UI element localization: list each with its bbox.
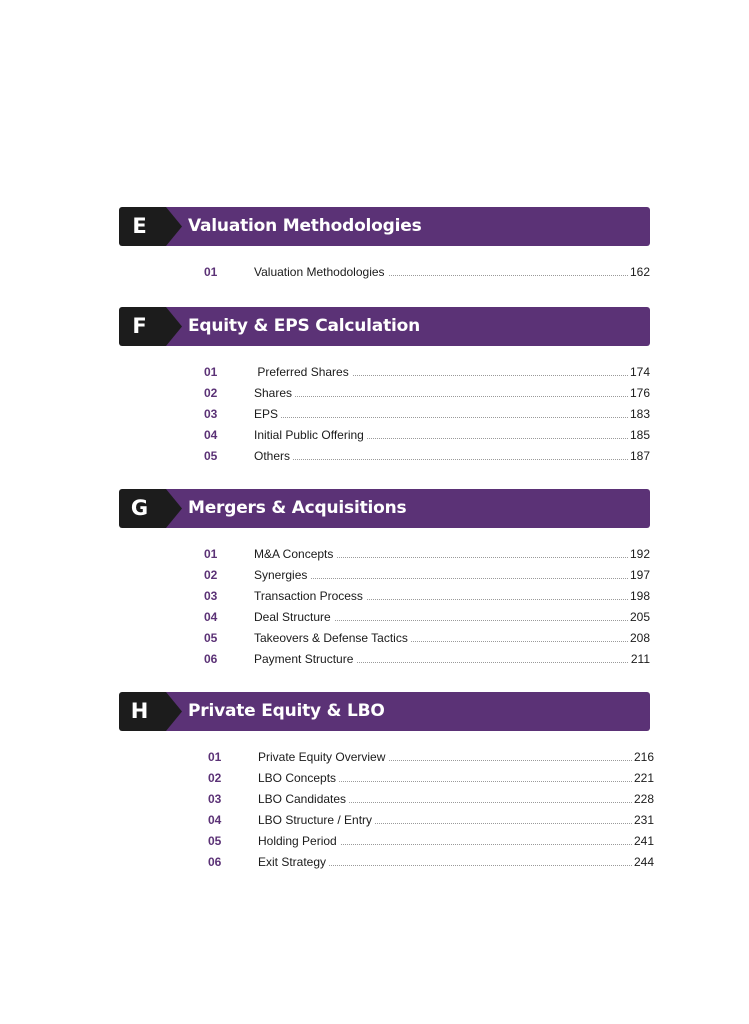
entry-number: 01 <box>204 365 218 379</box>
toc-entry[interactable] <box>204 427 650 443</box>
chevron-right-icon <box>158 307 182 346</box>
entry-number: 06 <box>208 855 222 869</box>
entry-page: 185 <box>629 428 650 442</box>
toc-entry[interactable] <box>208 749 654 765</box>
entry-label: Payment Structure <box>254 651 356 667</box>
entry-page: 187 <box>629 449 650 463</box>
entry-number: 03 <box>204 407 218 421</box>
dot-leader <box>254 417 650 418</box>
section-title: Mergers & Acquisitions <box>188 498 407 518</box>
entry-number: 02 <box>208 771 222 785</box>
entry-label: Others <box>254 448 293 464</box>
section-title: Valuation Methodologies <box>188 216 422 236</box>
section-title: Equity & EPS Calculation <box>188 316 421 336</box>
dot-leader <box>254 578 650 579</box>
entry-label: Transaction Process <box>254 588 366 604</box>
toc-entry[interactable] <box>204 588 650 604</box>
entry-label: Synergies <box>254 567 310 583</box>
entry-number: 01 <box>208 750 222 764</box>
toc-entry[interactable] <box>208 812 654 828</box>
entry-label: Valuation Methodologies <box>254 264 388 280</box>
toc-entry[interactable] <box>204 546 650 562</box>
entry-page: 198 <box>629 589 650 603</box>
section-letter: F <box>119 307 160 346</box>
entry-number: 04 <box>204 428 218 442</box>
chevron-right-icon <box>158 207 182 246</box>
chevron-right-icon <box>158 692 182 731</box>
entry-page: 192 <box>629 547 650 561</box>
entry-number: 05 <box>204 449 218 463</box>
entry-number: 01 <box>204 547 218 561</box>
entry-number: 03 <box>208 792 222 806</box>
entry-label: LBO Concepts <box>258 770 339 786</box>
entry-label: Exit Strategy <box>258 854 329 870</box>
toc-entry[interactable] <box>204 448 650 464</box>
toc-entry[interactable] <box>204 651 650 667</box>
section-letter: E <box>119 207 160 246</box>
toc-entry[interactable] <box>204 364 650 380</box>
section-banner <box>119 489 650 528</box>
toc-entry[interactable] <box>204 567 650 583</box>
entry-page: 197 <box>629 568 650 582</box>
toc-entry[interactable] <box>204 609 650 625</box>
entry-page: 208 <box>629 631 650 645</box>
entry-page: 228 <box>633 792 654 806</box>
entry-label: LBO Structure / Entry <box>258 812 375 828</box>
toc-entry[interactable] <box>204 406 650 422</box>
entry-page: 211 <box>630 652 650 666</box>
chevron-right-icon <box>158 489 182 528</box>
entry-page: 205 <box>629 610 650 624</box>
entry-page: 183 <box>629 407 650 421</box>
entry-page: 221 <box>633 771 654 785</box>
entry-label: Holding Period <box>258 833 340 849</box>
entry-page: 244 <box>633 855 654 869</box>
entry-number: 02 <box>204 568 218 582</box>
section-banner <box>119 692 650 731</box>
entry-label: Shares <box>254 385 295 401</box>
entry-label: EPS <box>254 406 281 422</box>
entry-page: 241 <box>633 834 654 848</box>
entry-label: Private Equity Overview <box>258 749 388 765</box>
entry-number: 04 <box>204 610 218 624</box>
entry-label: Takeovers & Defense Tactics <box>254 630 411 646</box>
entry-label: Initial Public Offering <box>254 427 367 443</box>
entry-number: 01 <box>204 265 218 279</box>
entry-page: 231 <box>633 813 654 827</box>
entry-page: 174 <box>629 365 650 379</box>
entry-label: Preferred Shares <box>254 364 352 380</box>
entry-number: 02 <box>204 386 218 400</box>
entry-page: 176 <box>629 386 650 400</box>
section-banner <box>119 307 650 346</box>
entry-number: 06 <box>204 652 218 666</box>
section-title: Private Equity & LBO <box>188 701 385 721</box>
entry-label: Deal Structure <box>254 609 334 625</box>
entry-number: 05 <box>204 631 218 645</box>
entry-page: 162 <box>629 265 650 279</box>
entry-number: 04 <box>208 813 222 827</box>
entry-label: LBO Candidates <box>258 791 349 807</box>
entry-label: M&A Concepts <box>254 546 336 562</box>
section-letter: H <box>119 692 160 731</box>
dot-leader <box>254 396 650 397</box>
toc-entry[interactable] <box>208 854 654 870</box>
toc-entry[interactable] <box>208 833 654 849</box>
entry-number: 03 <box>204 589 218 603</box>
section-banner <box>119 207 650 246</box>
toc-entry[interactable] <box>204 385 650 401</box>
entry-page: 216 <box>633 750 654 764</box>
toc-entry[interactable] <box>204 264 650 280</box>
dot-leader <box>254 459 650 460</box>
entry-number: 05 <box>208 834 222 848</box>
toc-entry[interactable] <box>208 770 654 786</box>
section-letter: G <box>119 489 160 528</box>
toc-entry[interactable] <box>208 791 654 807</box>
toc-entry[interactable] <box>204 630 650 646</box>
